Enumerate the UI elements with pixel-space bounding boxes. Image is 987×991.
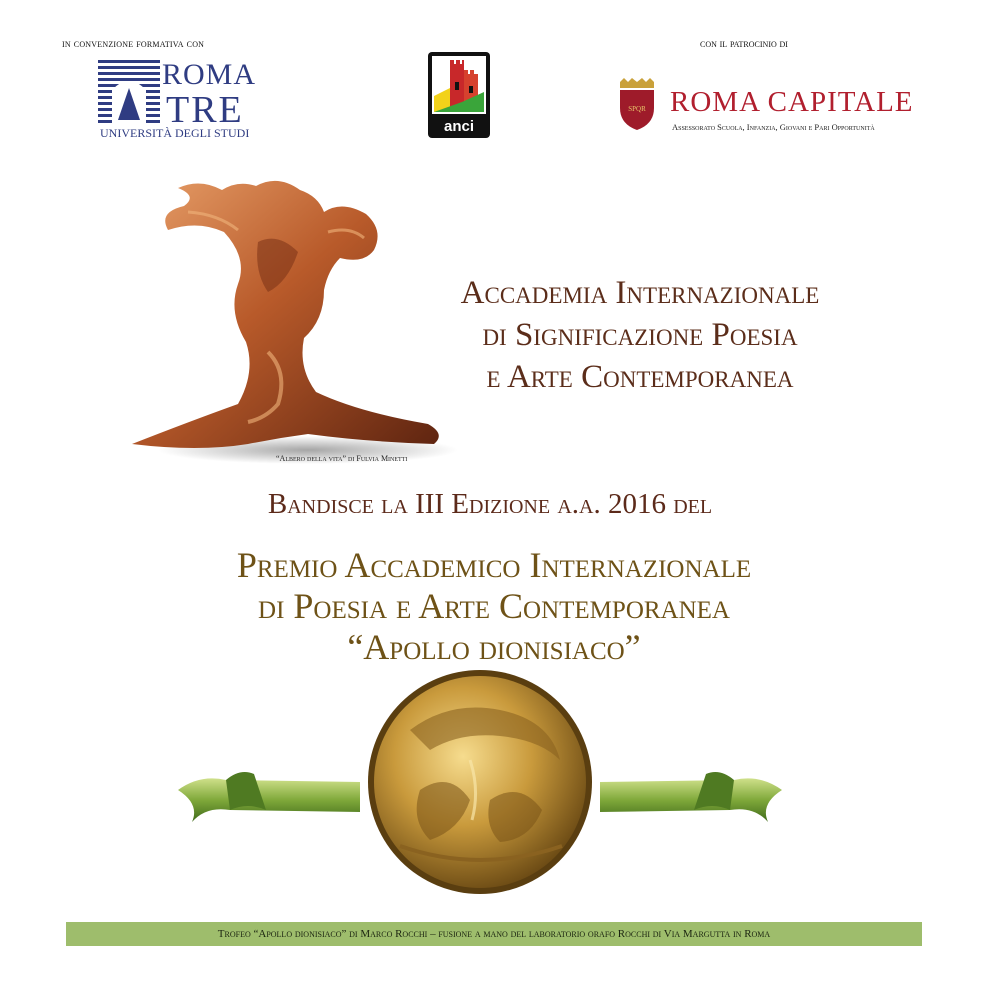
prize-title-line: Premio Accademico Internazionale <box>236 545 752 585</box>
trophy-caption-bar <box>66 922 922 946</box>
roma-tre-word-tre: TRE <box>166 89 244 131</box>
academy-title-line: e Arte Contemporanea <box>486 359 794 395</box>
roma-tre-arch-icon <box>98 60 168 130</box>
academy-title-line: Accademia Internazionale <box>460 275 820 311</box>
patronage-tagline: con il patrocinio di <box>700 38 788 50</box>
sculpture-caption: “Albero della vita” di Fulvia Minetti <box>276 454 408 463</box>
svg-text:SPQR: SPQR <box>628 105 646 113</box>
roma-capitale-crest-icon <box>614 78 660 130</box>
roma-capitale-logo <box>614 78 944 138</box>
trophy-caption: Trofeo “Apollo dionisiaco” di Marco Rocchi – fusione a mano del laboratorio orafo Rocchi di Via Margutta in Roma <box>217 928 771 940</box>
academy-title <box>410 272 870 398</box>
anci-logo <box>428 52 490 138</box>
roma-tre-word-roma: ROMA <box>162 58 257 91</box>
prize-title <box>120 545 868 668</box>
prize-title-line: di Poesia e Arte Contemporanea <box>258 586 730 626</box>
tree-of-life-sculpture-image <box>128 172 458 467</box>
prize-title-line: “Apollo dionisiaco” <box>347 627 641 667</box>
roma-tre-logo <box>98 58 258 142</box>
academy-title-line: di Significazione Poesia <box>482 317 798 353</box>
anci-label: anci <box>443 118 474 135</box>
edition-announcement: Bandisce la III Edizione a.a. 2016 del <box>267 488 713 520</box>
apollo-dionisiaco-trophy-image <box>170 670 790 895</box>
roma-capitale-name: ROMA CAPITALE <box>670 86 914 118</box>
roma-tre-university-label: UNIVERSITÀ DEGLI STUDI <box>100 126 250 140</box>
roma-capitale-subtitle: Assessorato Scuola, Infanzia, Giovani e Pari Opportunità <box>672 122 875 132</box>
convention-tagline: in convenzione formativa con <box>62 38 205 50</box>
